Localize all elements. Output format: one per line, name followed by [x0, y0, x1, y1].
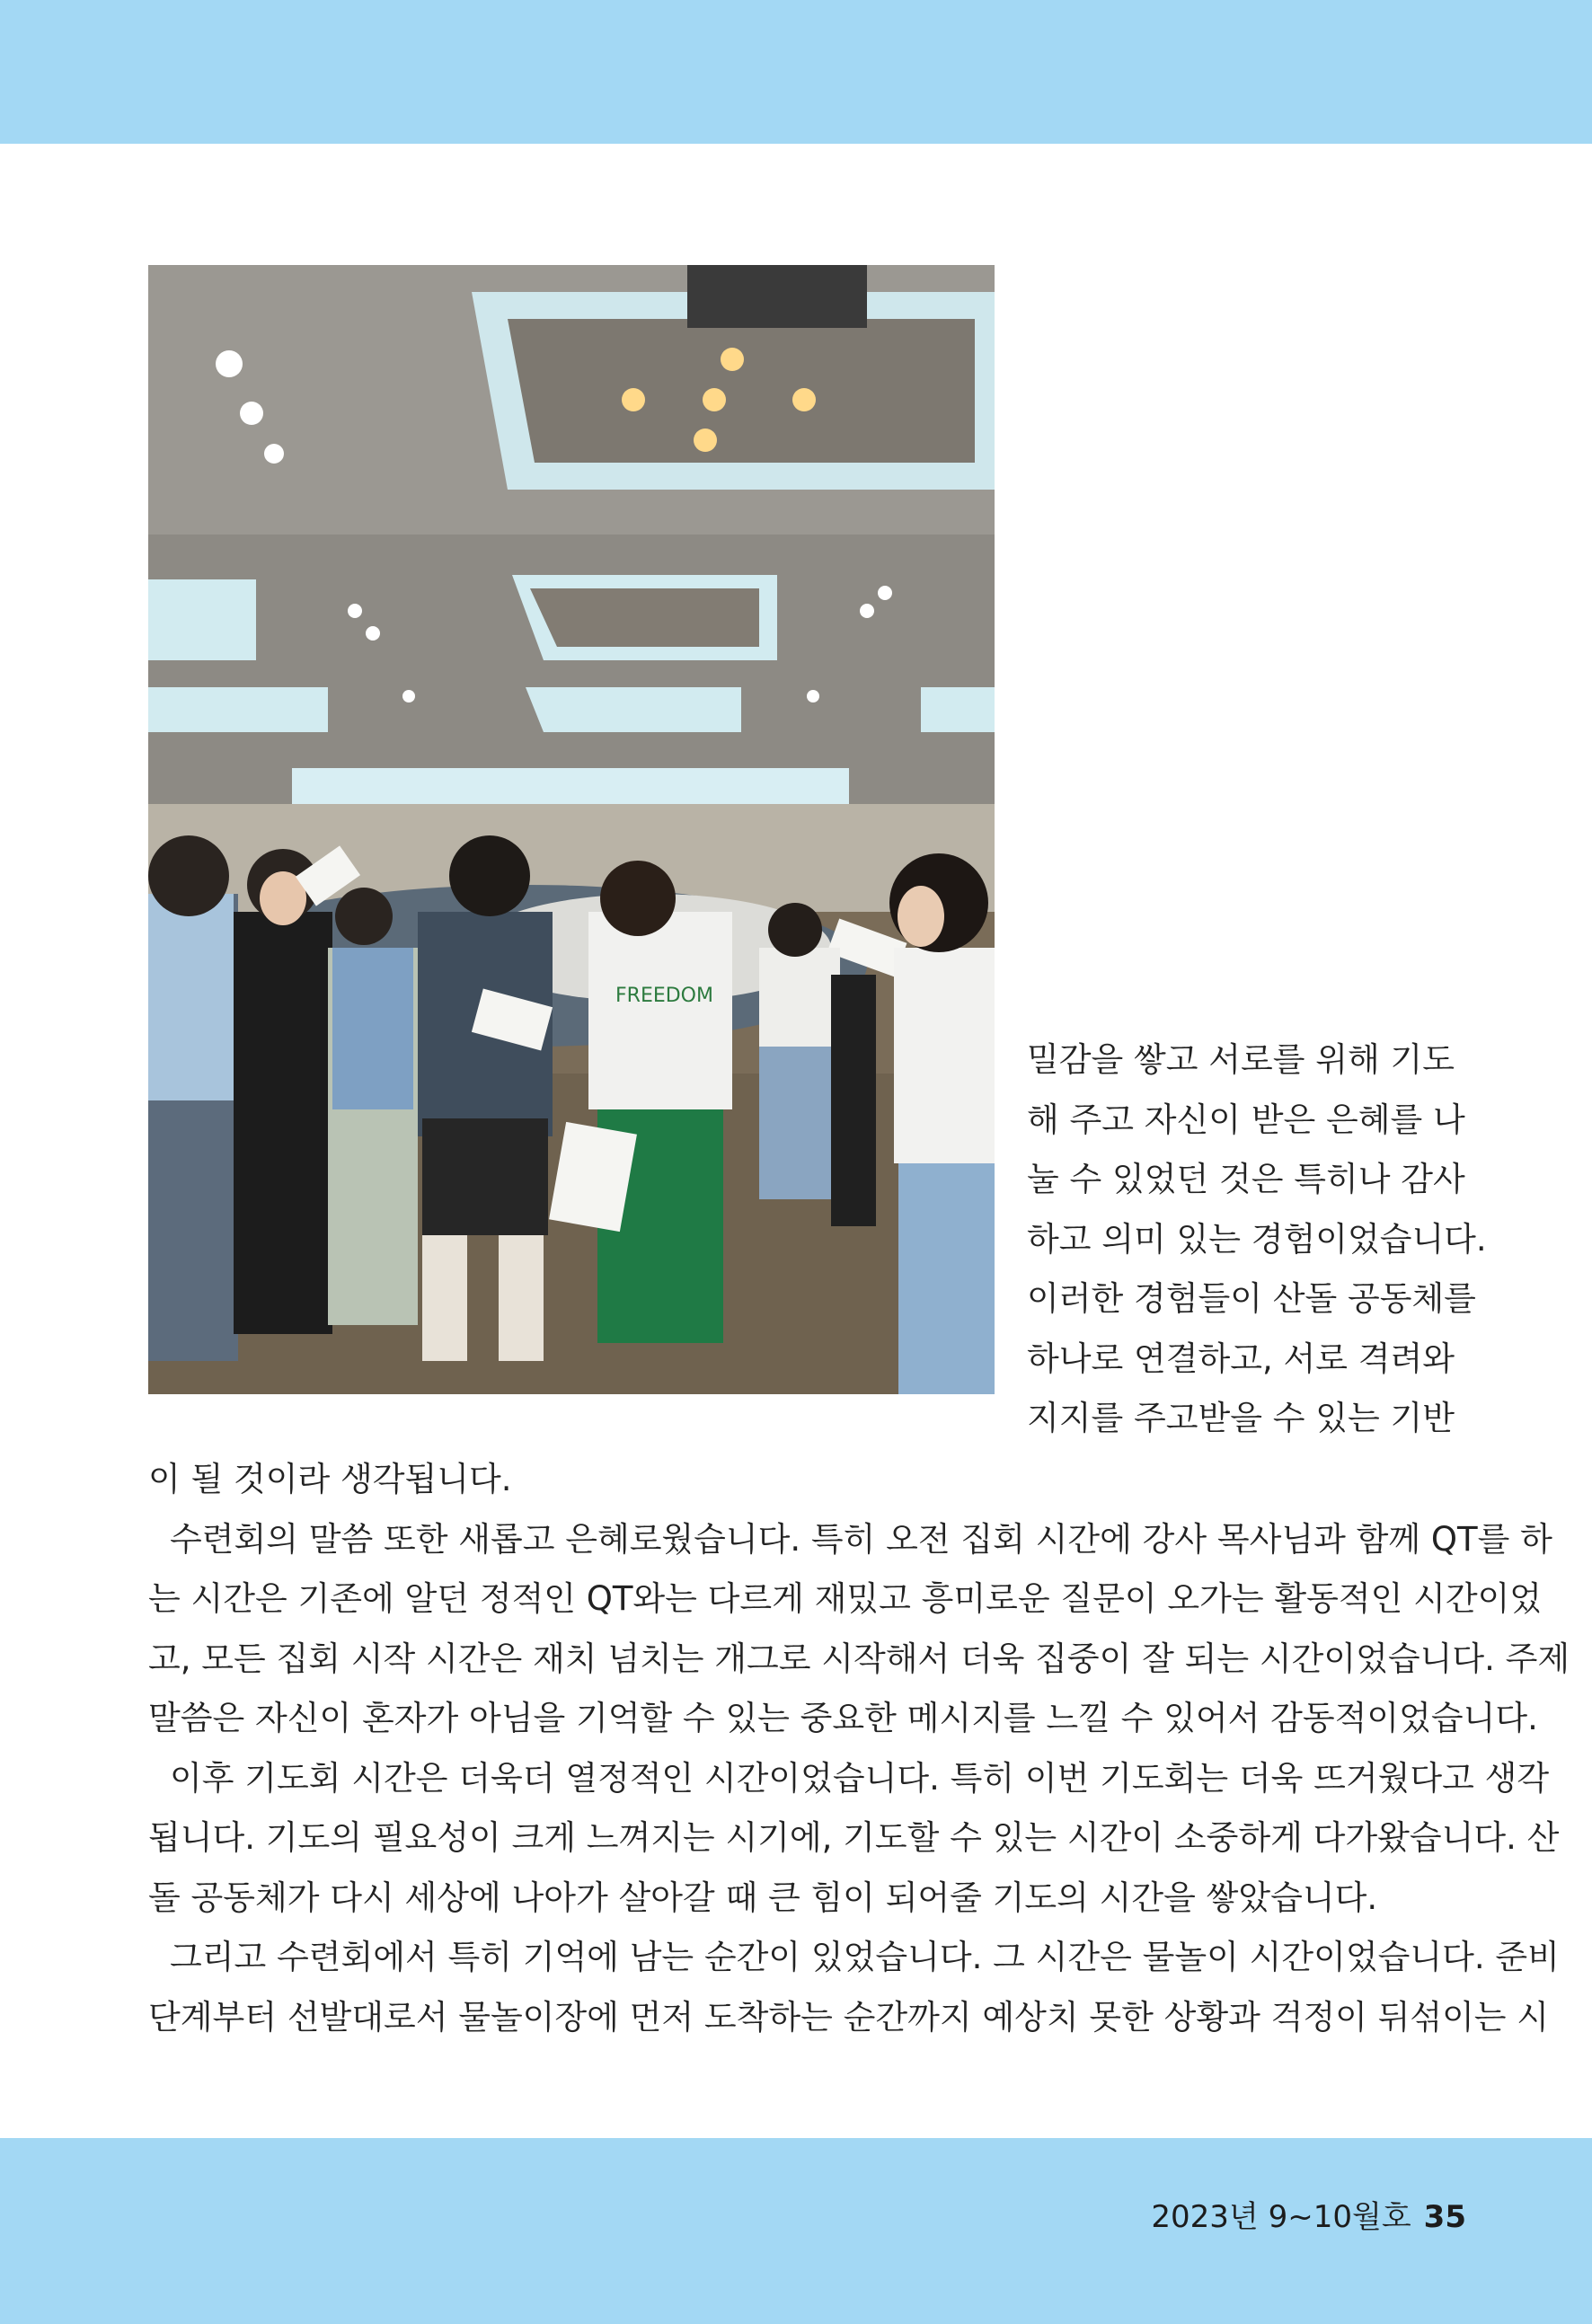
side-line: 하나로 연결하고, 서로 격려와 — [1027, 1339, 1455, 1378]
side-line: 해 주고 자신이 받은 은혜를 나 — [1027, 1100, 1465, 1139]
body-line: 그리고 수련회에서 특히 기억에 남는 순간이 있었습니다. 그 시간은 물놀이 시간이었습니다. 준비 — [170, 1938, 1560, 1976]
side-line: 하고 의미 있는 경험이었습니다. — [1027, 1219, 1487, 1259]
issue-label: 2023년 9~10월호 — [1151, 2199, 1411, 2235]
body-line: 는 시간은 기존에 알던 정적인 QT와는 다르게 재밌고 흥미로운 질문이 오가는 활동적인 시간이었 — [148, 1579, 1543, 1618]
side-paragraph — [1027, 1030, 1487, 1449]
side-line: 지지를 주고받을 수 있는 기반 — [1027, 1399, 1455, 1437]
page-number: 35 — [1423, 2199, 1466, 2235]
top-color-band — [0, 0, 1592, 144]
event-photo — [148, 265, 995, 1394]
svg-text:FREEDOM: FREEDOM — [615, 985, 713, 1007]
side-line: 눌 수 있었던 것은 특히나 감사 — [1027, 1160, 1465, 1198]
body-line: 됩니다. 기도의 필요성이 크게 느껴지는 시기에, 기도할 수 있는 시간이 소중하게 다가왔습니다. 산 — [148, 1818, 1560, 1857]
body-line: 이후 기도회 시간은 더욱더 열정적인 시간이었습니다. 특히 이번 기도회는 더욱 뜨거웠다고 생각 — [170, 1758, 1550, 1798]
body-line: 수련회의 말씀 또한 새롭고 은혜로웠습니다. 특히 오전 집회 시간에 강사 목사님과 함께 QT를 하 — [170, 1519, 1552, 1559]
body-line: 말씀은 자신이 혼자가 아님을 기억할 수 있는 중요한 메시지를 느낄 수 있어서 감동적이었습니다. — [148, 1699, 1538, 1737]
body-line: 돌 공동체가 다시 세상에 나아가 살아갈 때 큰 힘이 되어줄 기도의 시간을 쌓았습니다. — [148, 1878, 1378, 1917]
page-footer — [1151, 2192, 1466, 2236]
body-line: 고, 모든 집회 시작 시간은 재치 넘치는 개그로 시작해서 더욱 집중이 잘 되는 시간이었습니다. 주제 — [148, 1639, 1570, 1678]
photo-illustration — [148, 265, 995, 1394]
side-line: 밀감을 쌓고 서로를 위해 기도 — [1027, 1040, 1455, 1079]
side-line: 이러한 경험들이 산돌 공동체를 — [1027, 1279, 1476, 1318]
body-line: 단계부터 선발대로서 물놀이장에 먼저 도착하는 순간까지 예상치 못한 상황과 걱정이 뒤섞이는 시 — [148, 1997, 1550, 2037]
body-line: 이 될 것이라 생각됩니다. — [148, 1460, 512, 1498]
body-paragraphs — [148, 1450, 1570, 2047]
